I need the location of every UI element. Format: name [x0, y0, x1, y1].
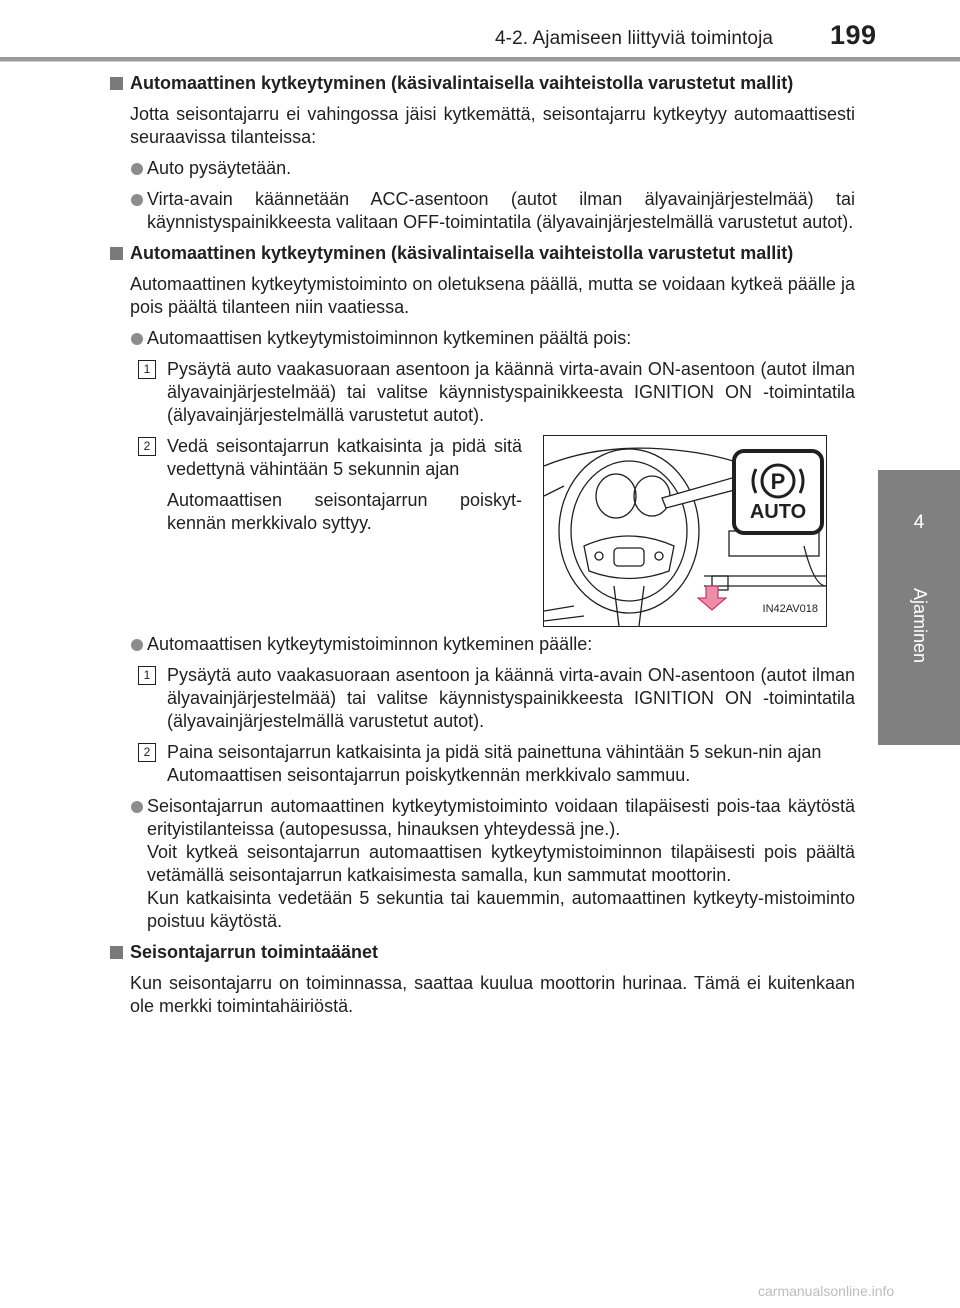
- round-bullet-icon: [131, 801, 143, 813]
- section-heading: Automaattinen kytkeytyminen (käsivalintaisella vaihteistolla varustetut mallit): [110, 72, 855, 95]
- bullet-item: Seisontajarrun automaattinen kytkeytymistoiminto voidaan tilapäisesti pois-taa käytöstä erityistilanteissa (autopesussa, hinauksen yhteydessä jne.). Voit kytkeä seisontajarrun automaattisen kytkeytymistoiminnon tilapäisesti pois päältä vetämällä seisontajarrun katkaisimesta samalla, kun sammutat moottorin. Kun katkaisinta vedetään 5 sekuntia tai kauemmin, automaattinen kytkeyty-mistoiminto poistuu käytöstä.: [110, 795, 855, 933]
- step-number: 2: [138, 743, 156, 762]
- section-title: 4-2. Ajamiseen liittyviä toimintoja: [495, 28, 774, 49]
- step-item: 2 Vedä seisontajarrun katkaisinta ja pidä sitä vedettynä vähintään 5 sekunnin ajan Automaattisen seisontajarrun poiskyt-kennän merkkivalo syttyy.: [110, 435, 522, 535]
- step-number: 1: [138, 360, 156, 379]
- paragraph: Automaattinen kytkeytymistoiminto on oletuksena päällä, mutta se voidaan kytkeä päälle ja pois päältä tilanteen niin vaatiessa.: [130, 274, 855, 317]
- page-header: [0, 0, 960, 62]
- section-heading: Seisontajarrun toimintaäänet: [110, 941, 855, 964]
- step-with-illustration: [110, 435, 855, 627]
- chapter-number: 4: [913, 512, 925, 533]
- square-bullet-icon: [110, 247, 123, 260]
- square-bullet-icon: [110, 946, 123, 959]
- illustration-code: IN42AV018: [762, 603, 818, 615]
- bullet-item: Automaattisen kytkeytymistoiminnon kytkeminen päältä pois:: [110, 327, 855, 350]
- bullet-item: Virta-avain käännetään ACC-asentoon (autot ilman älyavainjärjestelmää) tai käynnistyspainikkeesta valitaan OFF-toimintatila (älyavainjärjestelmällä varustetut autot).: [110, 188, 855, 234]
- page-content: [110, 72, 855, 1026]
- paragraph: Kun seisontajarru on toiminnassa, saattaa kuulua moottorin hurinaa. Tämä ei kuitenkaan ole merkki toimintahäiriöstä.: [130, 973, 855, 1016]
- page-number: 199: [830, 20, 877, 50]
- round-bullet-icon: [131, 163, 143, 175]
- svg-text:AUTO: AUTO: [749, 501, 807, 523]
- step-number: 2: [138, 437, 156, 456]
- step-number: 1: [138, 666, 156, 685]
- step-item: 1 Pysäytä auto vaakasuoraan asentoon ja käännä virta-avain ON-asentoon (autot ilman älyavainjärjestelmää) tai valitse käynnistyspainikkeesta IGNITION ON -toimintatila (älyavainjärjestelmällä varustetut autot).: [110, 664, 855, 733]
- round-bullet-icon: [131, 639, 143, 651]
- bullet-item: Automaattisen kytkeytymistoiminnon kytkeminen päälle:: [110, 633, 855, 656]
- svg-text:P: P: [770, 469, 786, 494]
- chapter-tab: [878, 470, 960, 745]
- paragraph: Jotta seisontajarru ei vahingossa jäisi kytkemättä, seisontajarru kytkeytyy automaattisesti seuraavissa tilanteissa:: [130, 104, 855, 147]
- chapter-label: Ajaminen: [910, 588, 930, 664]
- parking-brake-illustration: [543, 435, 827, 627]
- step-item: 1 Pysäytä auto vaakasuoraan asentoon ja käännä virta-avain ON-asentoon (autot ilman älyavainjärjestelmää) tai valitse käynnistyspainikkeesta IGNITION ON -toimintatila (älyavainjärjestelmällä varustetut autot).: [110, 358, 855, 427]
- step-note: Automaattisen seisontajarrun poiskyt-kennän merkkivalo syttyy.: [167, 490, 522, 533]
- watermark: carmanualsonline.info: [758, 1283, 895, 1299]
- header-rule-light: [0, 61, 960, 62]
- step-item: 2 Paina seisontajarrun katkaisinta ja pidä sitä painettuna vähintään 5 sekun-nin ajan Automaattisen seisontajarrun poiskytkennän merkkivalo sammuu.: [110, 741, 855, 787]
- section-heading: Automaattinen kytkeytyminen (käsivalintaisella vaihteistolla varustetut mallit): [110, 242, 855, 265]
- square-bullet-icon: [110, 77, 123, 90]
- bullet-item: Auto pysäytetään.: [110, 157, 855, 180]
- round-bullet-icon: [131, 333, 143, 345]
- round-bullet-icon: [131, 194, 143, 206]
